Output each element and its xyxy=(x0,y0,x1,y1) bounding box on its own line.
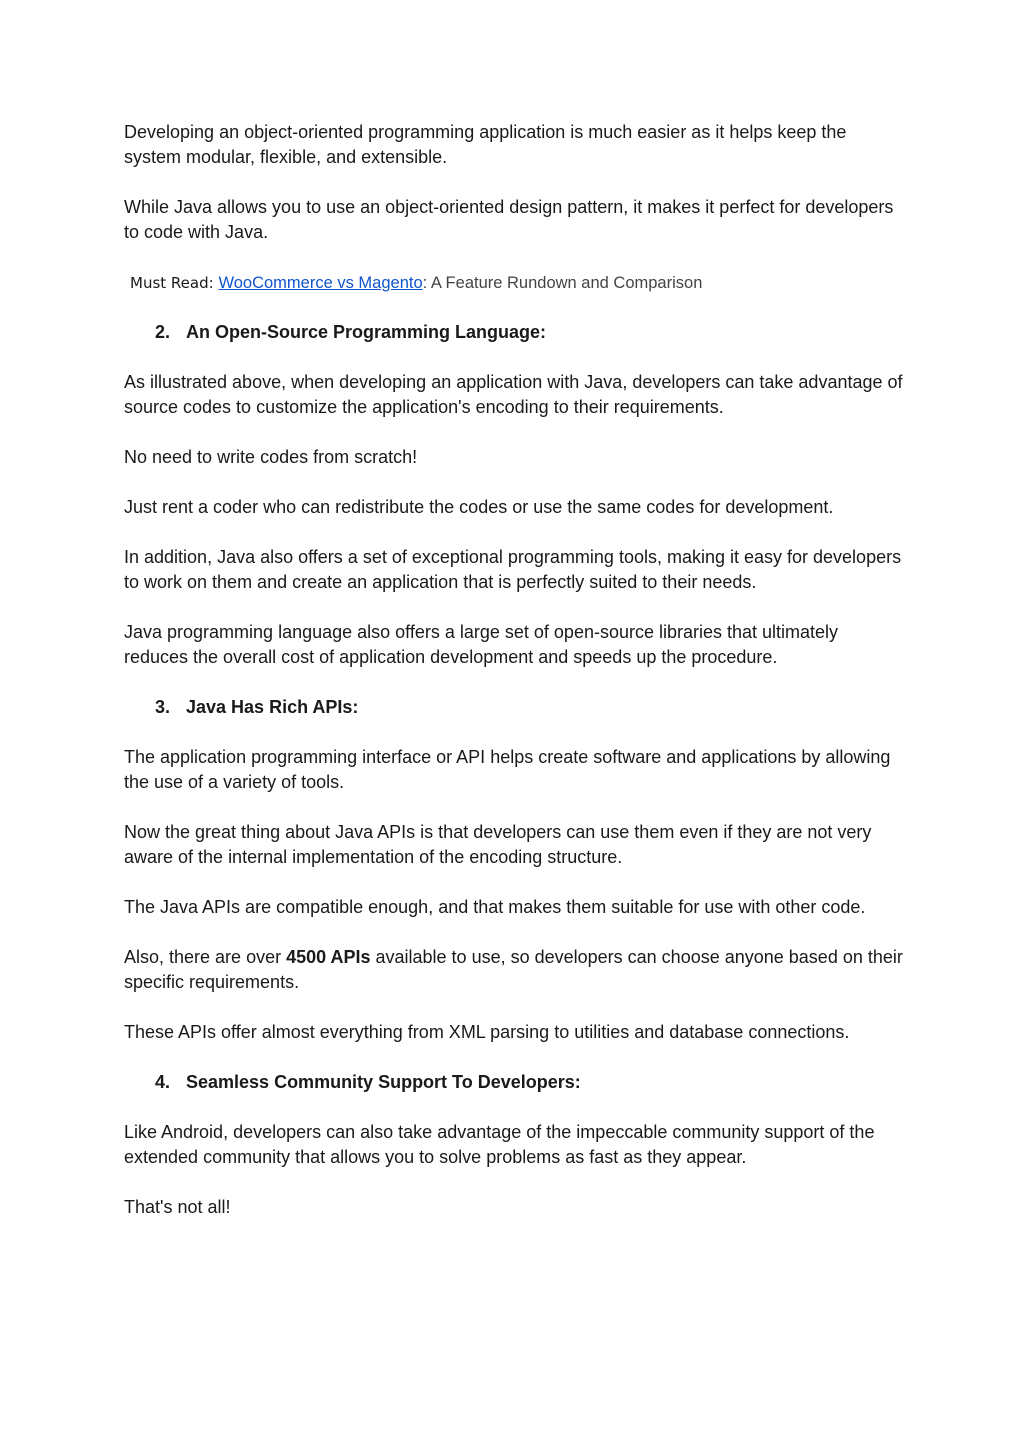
must-read-label: Must Read: xyxy=(130,274,219,292)
section-heading xyxy=(124,695,904,720)
paragraph: In addition, Java also offers a set of exceptional programming tools, making it easy for developers to work on them and create an application that is perfectly suited to their needs. xyxy=(124,547,902,592)
section-number: 4. xyxy=(155,1072,171,1092)
paragraph: While Java allows you to use an object-oriented design pattern, it makes it perfect for developers to code with Java. xyxy=(124,197,894,242)
must-read-text: : A Feature Rundown and Comparison xyxy=(422,274,703,292)
section-title: Java Has Rich APIs: xyxy=(186,697,359,717)
section-heading xyxy=(124,320,904,345)
paragraph: That's not all! xyxy=(124,1197,231,1217)
paragraph xyxy=(124,945,904,995)
text-segment: available to use, so developers can choose anyone based on their specific requirements. xyxy=(124,947,903,992)
paragraph: The application programming interface or API helps create software and applications by allowing the use of a variety of tools. xyxy=(124,747,891,792)
paragraph: Java programming language also offers a large set of open-source libraries that ultimately reduces the overall cost of application development and speeds up the procedure. xyxy=(124,622,839,667)
section-title: An Open-Source Programming Language: xyxy=(186,322,547,342)
paragraph: Like Android, developers can also take advantage of the impeccable community support of the extended community that allows you to solve problems as fast as they appear. xyxy=(124,1122,875,1167)
paragraph: These APIs offer almost everything from XML parsing to utilities and database connections. xyxy=(124,1022,850,1042)
paragraph: No need to write codes from scratch! xyxy=(124,447,418,467)
paragraph: Now the great thing about Java APIs is that developers can use them even if they are not very aware of the internal implementation of the encoding structure. xyxy=(124,822,872,867)
paragraph: The Java APIs are compatible enough, and that makes them suitable for use with other code. xyxy=(124,897,866,917)
must-read-line xyxy=(130,272,904,294)
section-number: 3. xyxy=(155,697,171,717)
paragraph: Developing an object-oriented programming application is much easier as it helps keep the system modular, flexible, and extensible. xyxy=(124,122,847,167)
document-page xyxy=(124,120,904,1245)
bold-text: 4500 APIs xyxy=(286,947,371,967)
section-title: Seamless Community Support To Developers: xyxy=(186,1072,581,1092)
section-heading xyxy=(124,1070,904,1095)
section-number: 2. xyxy=(155,322,171,342)
must-read-link[interactable]: WooCommerce vs Magento xyxy=(218,274,423,292)
text-segment: Also, there are over xyxy=(124,947,287,967)
paragraph: As illustrated above, when developing an application with Java, developers can take advantage of source codes to customize the application's encoding to their requirements. xyxy=(124,372,903,417)
paragraph: Just rent a coder who can redistribute the codes or use the same codes for development. xyxy=(124,497,834,517)
